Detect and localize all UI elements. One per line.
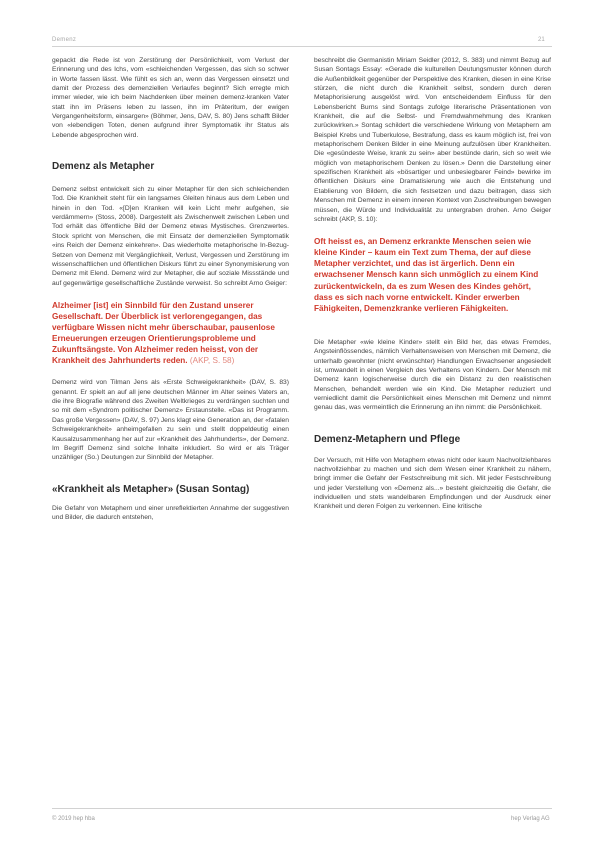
header-rule <box>52 46 552 47</box>
highlight-quote <box>52 300 289 367</box>
left-column <box>52 56 289 522</box>
body-paragraph: Die Metapher «wie kleine Kinder» stellt ein Bild her, das etwas Fremdes, Angsteinflössendes, nämlich Verhaltensweisen von Menschen mit Demenz, die unterhalb gewohnter (nicht erwünschter) Handlungen Erwachsener angesiedelt ist, umwandelt in einen Vergleich des Verhaltens von Kindern. Der Mensch mit Demenz kann logischerweise durch die ein Distanz zu den realistischen Menschen, behandelt werden wie ein Kind. Die Metapher reduziert und verniedlicht damit die Persönlichkeit eines Menschen mit Demenz und nimmt genau das, was vermeintlich die Erinnerung an ihn nimmt: die Persönlichkeit. <box>314 338 551 412</box>
quote-source: (AKP, S. 58) <box>189 356 235 366</box>
footer-right: hep Verlag AG <box>511 816 550 822</box>
body-paragraph: Demenz wird von Tilman Jens als «Erste Schweigekrankheit» (DAV, S. 83) genannt. Er spielt an auf all jene deutschen Männer im Alter seines Vaters an, die ihre Biografie während des Zweiten Weltkrieges zu verdrängen suchten und so mit dem «Syndrom politischer Demenz» Erstaunstelle. «Das ist Programm. Das große Vergessen» (DAV, S. 97) Jens klagt eine Generation an, der «fatalen Schweigekrankheit» anheimgefallen zu sein und stellt doppeldeutig einen Kausalzusammenhang her auf zur «Krankheit des Jahrhunderts», der Demenz. Im Begriff Demenz sind solche Inhalte inkludiert. So wird er als Träger unzähliger (So.) Deutungen zur Sinnbild der Metapher. <box>52 379 289 462</box>
right-column <box>314 56 551 512</box>
header-page-number: 21 <box>538 37 545 43</box>
running-header: Demenz <box>52 37 77 43</box>
body-paragraph: Der Versuch, mit Hilfe von Metaphern etwas nicht oder kaum Nachvollziehbares nachvollziehbar zu machen und sich dem Wesen einer Krankheit zu nähern, bringt immer die Gefahr der Festschreibung mit sich. Mit jeder Festschreibung und jeder Verstellung von «Demenz als...» besteht gleichzeitig die Gefahr, die individuellen und stets wandelbaren Empfindungen und der Ausdruck einer Krankheit und deren Folgen zu verkennen. Eine kritische <box>314 456 551 511</box>
body-paragraph: Demenz selbst entwickelt sich zu einer Metapher für den sich schleichenden Tod. Die Krankheit steht für ein langsames Gleiten hinaus aus dem Leben und hinein in den Tod. «[D]en Kranken will kein Licht mehr aufgehen, sie verdämmern» (Stoss, 2008). Dargestellt als Zwischenwelt zwischen Leben und Tod erhält das öffentliche Bild der Demenz etwas Mystisches. Grenzwertes. Stock spricht von Menschen, die mit Einsatz der demenziellen Symptomatik «ins Reich der Demenz einkehren». Das wiederholte metaphorische In-Bezug-Setzen von Demenz mit Vergänglichkeit, Verlust, Vergessen und Zerstörung im wissenschaftlichen und öffentlichen Diskurs führt zu einer Synonymisierung von Demenz mit Elend. Demenz wird zur Metapher, die auf soziale Missstände und auf gegenwärtige gesellschaftliche Zustände verweist. So schreibt Arno Geiger: <box>52 186 289 287</box>
section-heading: Demenz-Metaphern und Pflege <box>314 433 461 445</box>
body-paragraph: beschreibt die Germanistin Miriam Seidler (2012, S. 383) und nimmt Bezug auf Susan Sontags Essay: «Gerade die kulturellen Deutungsmuster können durch die Außenbildkeit gegenüber der Perspektive des Kranken, diesen in eine Krise stürzen, die nicht durch die Krankheit selbst, sondern durch deren Metaphorisierung ausgelöst wird. Von entscheidendem Einfluss für den Lebensbericht Burns sind Sontags zufolge literarische Präsentationen von Krankheit, die auf die Selbst- und Fremdwahrnehmung des Kranken zurückwirken.» Sontag schildert die verschiedene Wirkung von Metaphern am Beispiel Krebs und Tuberkulose, Bestrafung, dass es kaum möglich ist, frei von metaphorischem Denken Bilder in eine Meinung aufzulösen über Krankheiten. Die «gesündeste Weise, krank zu sein» aber bestünde darin, sich so weit wie möglich von metaphorischem Denken zu lösen.» Denn die Darstellung einer spezifischen Krankheit als «bösartiger und unbesiegbarer Feind» bewirke im öffentlichen Diskurs eine Dramatisierung wie auch die Entstehung und Etablierung von Bildern, die sich festsetzen und dazu beitragen, dass sich Menschen mit Demenz in einem inneren Kontext von Zuschreibungen bewegen müssen, die Würde und Individualität zu untergraben drohen. Arno Geiger schreibt (AKP, S. 10): <box>314 57 551 223</box>
footer-left: © 2019 hep hba <box>52 816 95 822</box>
quote-text: Oft heisst es, an Demenz erkrankte Menschen seien wie kleine Kinder – kaum ein Text zum Thema, der auf diese Metapher verzichtet, und das ist ärgerlich. Denn ein erwachsener Mensch kann sich unmöglich zu einem Kind zurückentwickeln, da es zum Wesen des Kindes gehört, dass es sich nach vorne entwickelt. Kinder erwerben Fähigkeiten, Demenzkranke verlieren Fähigkeiten. <box>314 237 539 313</box>
footer-rule <box>52 808 552 809</box>
section-heading: Demenz als Metapher <box>52 161 155 173</box>
body-paragraph: Die Gefahr von Metaphern und einer unreflektierten Annahme der suggestiven und Bilder, die dadurch entstehen, <box>52 504 289 521</box>
section-heading: «Krankheit als Metapher» (Susan Sontag) <box>52 483 250 495</box>
highlight-quote <box>314 236 551 314</box>
body-paragraph: gepackt die Rede ist von Zerstörung der Persönlichkeit, vom Verlust der Erinnerung und des Ichs, vom «schleichenden Vergessen, das sich so schwer in Worte fassen lässt. Wie fühlt es sich an, wenn das Vergessen einsetzt und damit der Prozess des demenziellen Verlaufes beginnt? Sich erregte mich immer wieder, wie ich beim Nachdenken über meinen demenz-kranken Vater statt ihn im Präsens leben zu lassen, ihn im Präteritum, der ewigen Vergangenheitsform, einsargen» (Böhmer, Jens, DAV, S. 80) Jens schafft Bilder von «lebendigen Toten, denen aufgrund ihrer Symptomatik ihr Status als Lebende abgesprochen wird. <box>52 57 289 139</box>
quote-text: Alzheimer [ist] ein Sinnbild für den Zustand unserer Gesellschaft. Der Überblick ist verlorengegangen, das verfügbare Wissen nicht mehr überschaubar, pausenlose Erneuerungen erzeugen Orientierungsprobleme und Zukunftsängste. Von Alzheimer reden heisst, von der Krankheit des Jahrhunderts reden. <box>52 300 275 366</box>
